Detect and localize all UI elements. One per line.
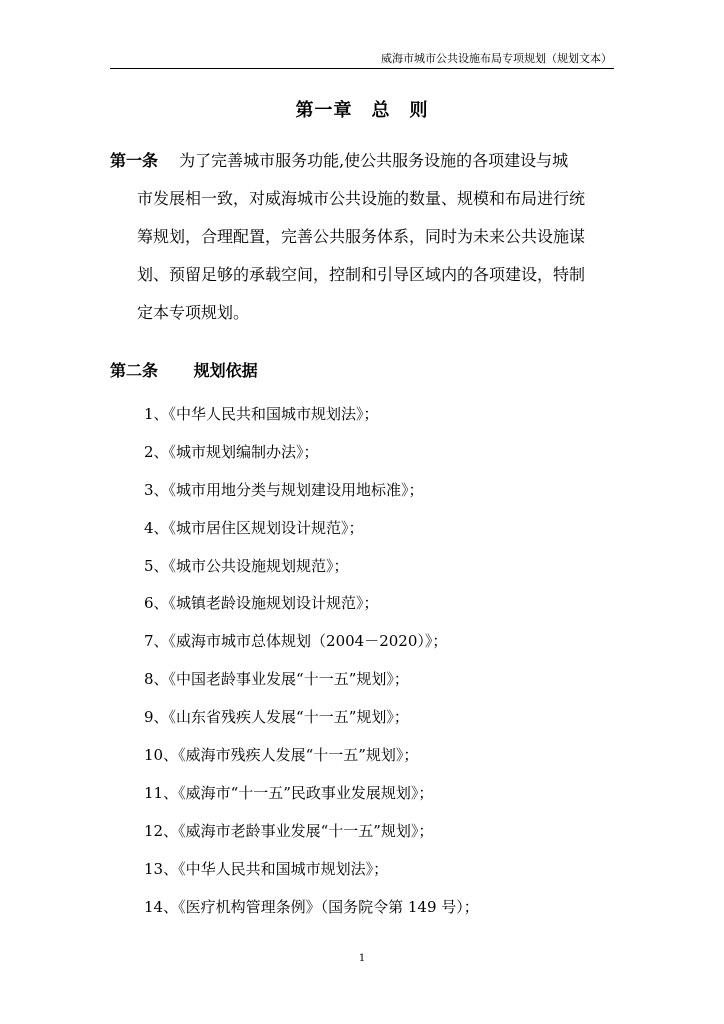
list-item: 13、《中华人民共和国城市规划法》； <box>144 859 389 878</box>
list-item: 9、《山东省残疾人发展“十一五”规划》； <box>144 708 409 727</box>
article-2-label: 第二条 <box>110 361 159 380</box>
article-1-line-5: 定本专项规划。 <box>137 303 250 322</box>
article-1-text: 为了完善城市服务功能,使公共服务设施的各项建设与城 <box>179 151 569 170</box>
article-2-title: 规划依据 <box>193 361 258 380</box>
list-item: 2、《城市规划编制办法》； <box>144 442 319 461</box>
article-2-heading <box>110 358 258 381</box>
list-item: 12、《威海市老龄事业发展“十一五”规划》； <box>144 821 434 840</box>
list-item: 6、《城镇老龄设施规划设计规范》； <box>144 594 379 613</box>
list-item: 8、《中国老龄事业发展“十一五”规划》； <box>144 670 409 689</box>
list-item: 4、《城市居住区规划设计规范》； <box>144 518 364 537</box>
list-item: 3、《城市用地分类与规划建设用地标准》； <box>144 480 424 499</box>
article-1-line-4: 划、预留足够的承载空间，控制和引导区域内的各项建设，特制 <box>137 265 586 284</box>
list-item: 1、《中华人民共和国城市规划法》； <box>144 405 379 423</box>
article-1-line-2: 市发展相一致，对威海城市公共设施的数量、规模和布局进行统 <box>137 189 586 208</box>
planning-basis-list <box>144 404 479 934</box>
chapter-title: 第一章 总 则 <box>295 100 429 121</box>
article-1-line-1 <box>110 150 620 188</box>
list-item: 14、《医疗机构管理条例》（国务院令第 149 号）； <box>144 897 479 916</box>
header-rule <box>110 68 614 69</box>
list-item: 11、《威海市“十一五”民政事业发展规划》； <box>144 783 434 802</box>
article-1 <box>110 150 620 340</box>
running-header: 威海市城市公共设施布局专项规划（规划文本） <box>381 52 612 65</box>
article-1-label: 第一条 <box>110 151 159 170</box>
page-number: 1 <box>358 953 366 964</box>
article-1-line-3: 筹规划，合理配置，完善公共服务体系，同时为未来公共设施谋 <box>137 227 586 246</box>
list-item: 10、《威海市残疾人发展“十一五”规划》； <box>144 746 419 765</box>
list-item: 5、《城市公共设施规划规范》； <box>144 556 349 575</box>
list-item: 7、《威海市城市总体规划（2004－2020）》； <box>144 632 448 651</box>
